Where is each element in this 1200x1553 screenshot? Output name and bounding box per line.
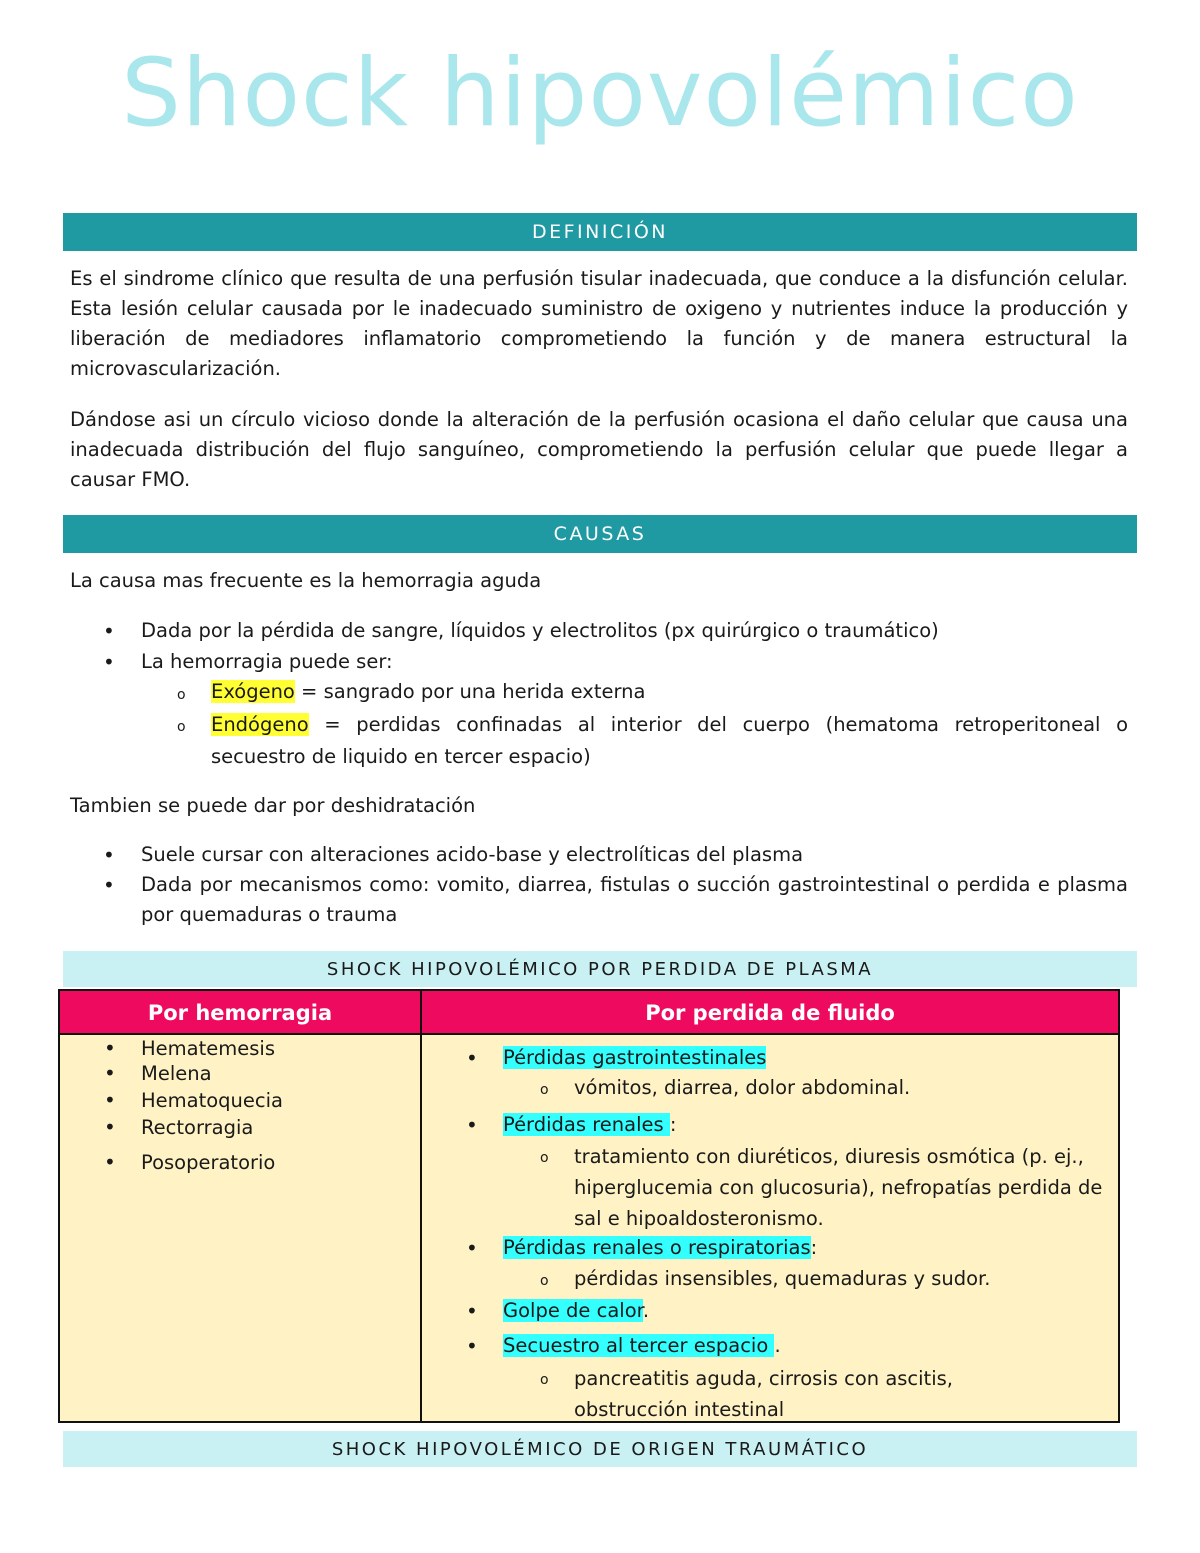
bullet-icon: • (466, 1299, 478, 1323)
section-header-plasma: SHOCK HIPOVOLÉMICO POR PERDIDA DE PLASMA (63, 951, 1137, 987)
endogeno-description: = perdidas confinadas al interior del cuerpo (hematoma retroperitoneal o secuestro de liquido en tercer espacio) (211, 713, 1128, 768)
definition-paragraph-1: Es el sindrome clínico que resulta de una perfusión tisular inadecuada, que conduce a la disfunción celular. Esta lesión celular causada por le inadecuado suministro de oxigeno y nutrientes induce la producción y liberación de mediadores inflamatorio comprometiendo la función y de manera estructural la microvascularización. (70, 267, 1128, 380)
sub-bullet-icon: o (177, 719, 186, 735)
bullet-icon: • (466, 1113, 478, 1137)
bullet-icon: • (103, 843, 115, 867)
fluid-item-gastrointestinal (503, 1043, 766, 1073)
bullet-icon: • (104, 1115, 116, 1139)
section-header-definicion: DEFINICIÓN (63, 213, 1137, 251)
table-header-row (60, 991, 1118, 1035)
fluid-item-secuestro (503, 1331, 781, 1361)
term-respiratorias: Pérdidas renales o respiratorias (503, 1236, 811, 1259)
fluid-subitem: tratamiento con diuréticos, diuresis osmótica (p. ej., hiperglucemia con glucosuria), nefropatías perdida de sal e hipoaldosteronismo. (574, 1145, 1103, 1230)
plasma-table (58, 989, 1120, 1423)
column-header-fluido: Por perdida de fluido (645, 1001, 895, 1025)
list-item: Rectorragia (141, 1116, 254, 1139)
causas-intro: La causa mas frecuente es la hemorragia aguda (70, 569, 542, 592)
term-golpe-calor: Golpe de calor (503, 1299, 643, 1322)
term-endogeno: Endógeno (211, 713, 309, 736)
fluid-item-golpe-calor (503, 1296, 649, 1326)
exogeno-description: = sangrado por una herida externa (294, 680, 646, 703)
bullet-icon: • (103, 650, 115, 674)
fluid-subitem: pérdidas insensibles, quemaduras y sudor. (574, 1267, 991, 1290)
bullet-icon: • (466, 1046, 478, 1070)
causas-item-acido-base: Suele cursar con alteraciones acido-base y electrolíticas del plasma (141, 843, 804, 866)
causas-subitem-endogeno (211, 709, 1128, 773)
term-gastrointestinales: Pérdidas gastrointestinales (503, 1046, 767, 1069)
list-item: Melena (141, 1062, 212, 1085)
punctuation: . (774, 1334, 781, 1357)
definition-paragraph-2: Dándose asi un círculo vicioso donde la alteración de la perfusión ocasiona el daño celular que causa una inadecuada distribución del flujo sanguíneo, comprometiendo la perfusión celular que puede llegar a causar FMO. (70, 408, 1128, 491)
section-header-causas: CAUSAS (63, 515, 1137, 553)
term-renales: Pérdidas renales (503, 1113, 670, 1136)
bullet-icon: • (104, 1150, 116, 1174)
bullet-icon: • (104, 1088, 116, 1112)
bullet-icon: • (103, 619, 115, 643)
bullet-icon: • (104, 1036, 116, 1060)
term-exogeno: Exógeno (211, 680, 295, 703)
section-header-trauma: SHOCK HIPOVOLÉMICO DE ORIGEN TRAUMÁTICO (63, 1431, 1137, 1467)
fluid-subitem: pancreatitis aguda, cirrosis con ascitis, obstrucción intestinal (574, 1367, 953, 1421)
punctuation: : (669, 1113, 677, 1136)
sub-bullet-icon: o (177, 687, 186, 703)
document-title: Shock hipovolémico (121, 39, 1079, 148)
fluid-item-respiratorias (503, 1233, 817, 1263)
punctuation: : (810, 1236, 818, 1259)
sub-bullet-icon: o (540, 1273, 549, 1289)
causas-item-perdida: Dada por la pérdida de sangre, líquidos y electrolitos (px quirúrgico o traumático) (141, 619, 939, 642)
bullet-icon: • (466, 1334, 478, 1358)
causas-item-mecanismos: Dada por mecanismos como: vomito, diarrea, fistulas o succión gastrointestinal o perdida e plasma por quemaduras o trauma (141, 873, 1128, 926)
fluid-item-renales (503, 1110, 676, 1140)
causas-subitem-exogeno (211, 677, 645, 707)
column-header-hemorragia: Por hemorragia (147, 1001, 333, 1025)
bullet-icon: • (466, 1236, 478, 1260)
sub-bullet-icon: o (540, 1150, 549, 1166)
punctuation: . (642, 1299, 650, 1322)
term-secuestro: Secuestro al tercer espacio (503, 1334, 775, 1357)
list-item: Posoperatorio (141, 1151, 276, 1174)
list-item: Hematoquecia (141, 1089, 284, 1112)
sub-bullet-icon: o (540, 1372, 549, 1388)
causas-intro-deshidratacion: Tambien se puede dar por deshidratación (70, 794, 476, 817)
column-divider (420, 991, 422, 1421)
sub-bullet-icon: o (540, 1082, 549, 1098)
list-item: Hematemesis (141, 1037, 275, 1060)
bullet-icon: • (103, 873, 115, 897)
bullet-icon: • (104, 1061, 116, 1085)
causas-item-hemorragia: La hemorragia puede ser: (141, 650, 393, 673)
fluid-subitem: vómitos, diarrea, dolor abdominal. (574, 1076, 911, 1099)
